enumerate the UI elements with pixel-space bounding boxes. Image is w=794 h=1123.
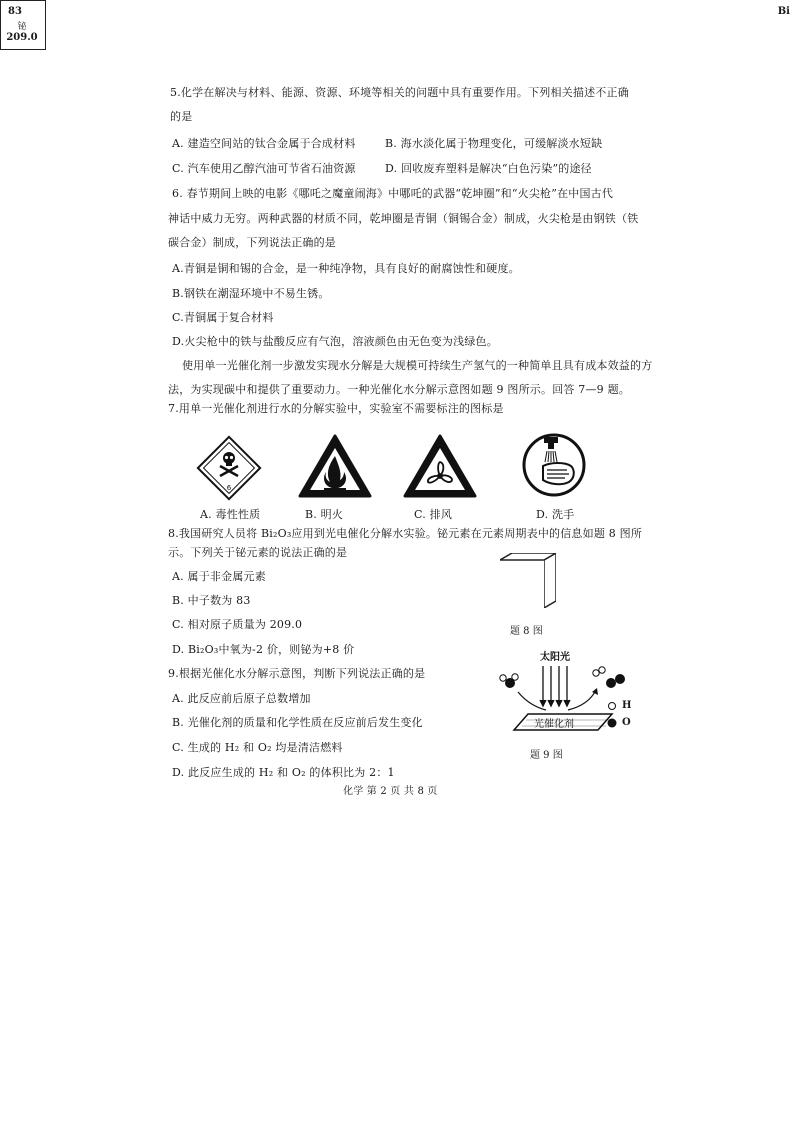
q6-stem-line2: 神话中威力无穷。两种武器的材质不同，乾坤圈是青铜（铜锡合金）制成，火尖枪是由钢铁（铁 bbox=[168, 212, 639, 225]
q5-option-a: A. 建造空间站的钛合金属于合成材料 bbox=[172, 137, 356, 150]
hand-wash-icon bbox=[521, 432, 587, 498]
q8-option-c: C. 相对原子质量为 209.0 bbox=[172, 618, 303, 631]
reaction-arrow-right bbox=[568, 690, 596, 710]
atomic-number: 83 bbox=[8, 6, 22, 17]
legend-symbols bbox=[606, 700, 618, 730]
q9-option-c: C. 生成的 H₂ 和 O₂ 均是清洁燃料 bbox=[172, 741, 343, 754]
element-cell-depth bbox=[544, 553, 556, 608]
water-molecule bbox=[500, 674, 518, 688]
q9-option-a: A. 此反应前后原子总数增加 bbox=[172, 692, 311, 705]
q6-stem-line3: 碳合金）制成，下列说法正确的是 bbox=[168, 236, 336, 249]
catalyst-label: 光催化剂 bbox=[534, 719, 574, 730]
q9-option-d: D. 此反应生成的 H₂ 和 O₂ 的体积比为 2：1 bbox=[172, 766, 395, 779]
fan-icon bbox=[401, 432, 479, 502]
q6-option-d: D.火尖枪中的铁与盐酸反应有气泡，溶液颜色由无色变为浅绿色。 bbox=[172, 335, 498, 348]
figure-9-caption: 题 9 图 bbox=[530, 750, 563, 761]
sunlight-rays bbox=[540, 666, 570, 706]
intro-line1: 使用单一光催化剂一步激发实现水分解是大规模可持续生产氢气的一种简单且具有成本效益的方 bbox=[182, 359, 653, 372]
q8-stem-line1: 8.我国研究人员将 Bi₂O₃应用到光电催化分解水实验。铋元素在元素周期表中的信息如题 8 图所 bbox=[168, 527, 643, 540]
q7-label-a: A. 毒性性质 bbox=[200, 508, 261, 521]
q8-stem-line2: 示。下列关于铋元素的说法正确的是 bbox=[168, 546, 348, 559]
hydrogen-molecule bbox=[593, 667, 605, 676]
q7-label-d: D. 洗手 bbox=[536, 508, 575, 521]
element-cell-bismuth bbox=[0, 0, 790, 50]
q5-option-c: C. 汽车使用乙醇汽油可节省石油资源 bbox=[172, 162, 356, 175]
element-cell-top bbox=[500, 553, 556, 561]
flame-icon bbox=[296, 432, 374, 502]
skull-crossbones-icon bbox=[193, 432, 265, 504]
q8-option-b: B. 中子数为 83 bbox=[172, 594, 251, 607]
arrow-head bbox=[592, 688, 598, 695]
q6-stem-line1: 6. 春节期间上映的电影《哪吒之魔童闹海》中哪吒的武器“乾坤圈”和“火尖枪”在中国古代 bbox=[172, 187, 614, 200]
atomic-mass: 209.0 bbox=[6, 32, 38, 43]
q7-label-b: B. 明火 bbox=[305, 508, 344, 521]
sunlight-label: 太阳光 bbox=[540, 652, 570, 663]
oxygen-molecule bbox=[606, 674, 625, 688]
q7-label-c: C. 排风 bbox=[414, 508, 453, 521]
q6-option-b: B.钢铁在潮湿环境中不易生锈。 bbox=[172, 287, 330, 300]
toxic-class-number: 6 bbox=[226, 484, 232, 492]
element-symbol: Bi bbox=[777, 6, 790, 17]
intro-line2: 法，为实现碳中和提供了重要动力。一种光催化水分解示意图如题 9 图所示。回答 7—9 题。 bbox=[168, 383, 630, 396]
q9-option-b: B. 光催化剂的质量和化学性质在反应前后发生变化 bbox=[172, 716, 423, 729]
legend-h-label: H bbox=[622, 700, 632, 711]
q8-option-a: A. 属于非金属元素 bbox=[172, 570, 266, 583]
legend-o-label: O bbox=[622, 717, 631, 728]
q8-option-d: D. Bi₂O₃中氧为-2 价，则铋为+8 价 bbox=[172, 643, 355, 656]
q7-stem: 7.用单一光催化剂进行水的分解实验中，实验室不需要标注的图标是 bbox=[168, 402, 504, 415]
q5-option-d: D. 回收废弃塑料是解决“白色污染”的途径 bbox=[385, 162, 592, 175]
figure-8-caption: 题 8 图 bbox=[510, 626, 543, 637]
page-footer: 化学 第 2 页 共 8 页 bbox=[343, 786, 438, 797]
legend-oxygen-icon bbox=[608, 719, 617, 728]
q6-option-c: C.青铜属于复合材料 bbox=[172, 311, 274, 324]
q5-stem-line2: 的是 bbox=[170, 110, 193, 123]
element-name: 铋 bbox=[17, 22, 27, 32]
q5-option-b: B. 海水淡化属于物理变化，可缓解淡水短缺 bbox=[385, 137, 603, 150]
legend-hydrogen-icon bbox=[609, 703, 616, 710]
q6-option-a: A.青铜是铜和锡的合金，是一种纯净物，具有良好的耐腐蚀性和硬度。 bbox=[172, 262, 520, 275]
q9-stem: 9.根据光催化水分解示意图，判断下列说法正确的是 bbox=[168, 667, 426, 680]
q5-stem-line1: 5.化学在解决与材料、能源、资源、环境等相关的问题中具有重要作用。下列相关描述不正确 bbox=[170, 86, 629, 99]
